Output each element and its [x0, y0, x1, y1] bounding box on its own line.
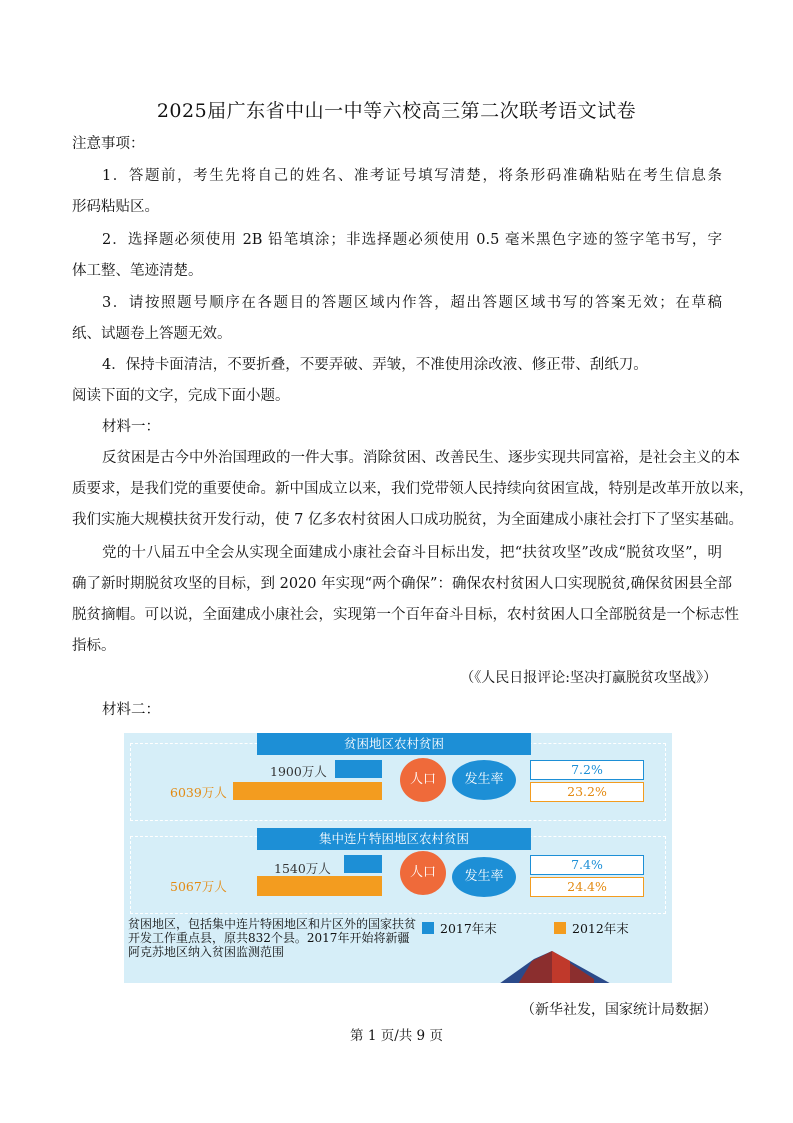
- panel1-bar-2017: [335, 760, 382, 778]
- panel2-rate-bubble: 发生率: [452, 857, 516, 897]
- notice-line: 纸、试题卷上答题无效。: [72, 326, 232, 342]
- instruction: 阅读下面的文字，完成下面小题。: [72, 388, 290, 404]
- panel2-label-2012: 5067万人: [170, 879, 227, 894]
- notice-line: 4．保持卡面清洁，不要折叠，不要弄破、弄皱，不准使用涂改液、修正带、刮纸刀。: [102, 357, 648, 373]
- legend-2017: [422, 919, 497, 937]
- legend-swatch-2017: [422, 922, 434, 934]
- notice-line: 3．请按照题号顺序在各题目的答题区域内作答，超出答题区域书写的答案无效；在草稿: [102, 295, 722, 311]
- page-footer: 第 1 页/共 9 页: [350, 1028, 443, 1044]
- material1-line: 党的十八届五中全会从实现全面建成小康社会奋斗目标出发，把“扶贫攻坚”改成“脱贫攻坚”，明: [102, 545, 722, 561]
- panel2-population-circle: 人口: [400, 851, 446, 895]
- page-title: 2025届广东省中山一中等六校高三第二次联考语文试卷: [156, 100, 637, 122]
- panel1-rate-2017: 7.2%: [530, 760, 644, 780]
- notice-line: 2．选择题必须使用 2B 铅笔填涂；非选择题必须使用 0.5 毫米黑色字迹的签字笔书写，字: [102, 232, 722, 248]
- panel2-rate-2012: 24.4%: [530, 877, 644, 897]
- material2-label: 材料二：: [102, 702, 160, 718]
- panel2-rate-2017: 7.4%: [530, 855, 644, 875]
- panel2-ribbon: 集中连片特困地区农村贫困: [269, 828, 519, 850]
- panel1-label-2017: 1900万人: [270, 764, 327, 779]
- panel1-label-2012: 6039万人: [170, 785, 227, 800]
- material1-line: 质要求，是我们党的重要使命。新中国成立以来，我们党带领人民持续向贫困宣战，特别是改革开放以来，: [72, 481, 754, 497]
- notice-line: 形码粘贴区。: [72, 199, 159, 215]
- poverty-infographic: [124, 733, 672, 983]
- legend-swatch-2012: [554, 922, 566, 934]
- panel2-bar-2017: [344, 855, 382, 873]
- panel2-bar-2012: [257, 876, 382, 896]
- notice-heading: 注意事项：: [72, 136, 145, 152]
- panel1-rate-bubble: 发生率: [452, 760, 516, 800]
- material1-line: 我们实施大规模扶贫开发行动，使 7 亿多农村贫困人口成功脱贫，为全面建成小康社会打下了坚实基础。: [72, 512, 743, 528]
- legend-2012: [554, 919, 629, 937]
- notice-line: 1．答题前，考生先将自己的姓名、准考证号填写清楚，将条形码准确粘贴在考生信息条: [102, 168, 722, 184]
- material2-source: （新华社发，国家统计局数据）: [521, 1002, 717, 1018]
- panel1-population-circle: 人口: [400, 758, 446, 802]
- house-illustration: [474, 951, 624, 983]
- material1-line: 脱贫摘帽。可以说，全面建成小康社会，实现第一个百年奋斗目标，农村贫困人口全部脱贫是一个标志性: [72, 607, 739, 623]
- infographic-note: 贫困地区，包括集中连片特困地区和片区外的国家扶贫开发工作重点县，原共832个县。2017年开始将新疆阿克苏地区纳入贫困监测范围: [128, 917, 417, 959]
- material1-source: （《人民日报评论:坚决打赢脱贫攻坚战》）: [460, 670, 717, 686]
- notice-line: 体工整、笔迹清楚。: [72, 263, 203, 279]
- panel1-ribbon: 贫困地区农村贫困: [269, 733, 519, 755]
- material1-line: 指标。: [72, 638, 116, 654]
- panel1-bar-2012: [233, 782, 382, 800]
- panel1-rate-2012: 23.2%: [530, 782, 644, 802]
- material1-line: 确了新时期脱贫攻坚的目标，到 2020 年实现“两个确保”：确保农村贫困人口实现脱贫,确保贫困县全部: [72, 576, 733, 592]
- material1-line: 反贫困是古今中外治国理政的一件大事。消除贫困、改善民生、逐步实现共同富裕，是社会主义的本: [102, 450, 740, 466]
- panel2-label-2017: 1540万人: [274, 861, 331, 876]
- legend-label-2017: 2017年末: [440, 921, 497, 936]
- legend-label-2012: 2012年末: [572, 921, 629, 936]
- material1-label: 材料一：: [102, 419, 160, 435]
